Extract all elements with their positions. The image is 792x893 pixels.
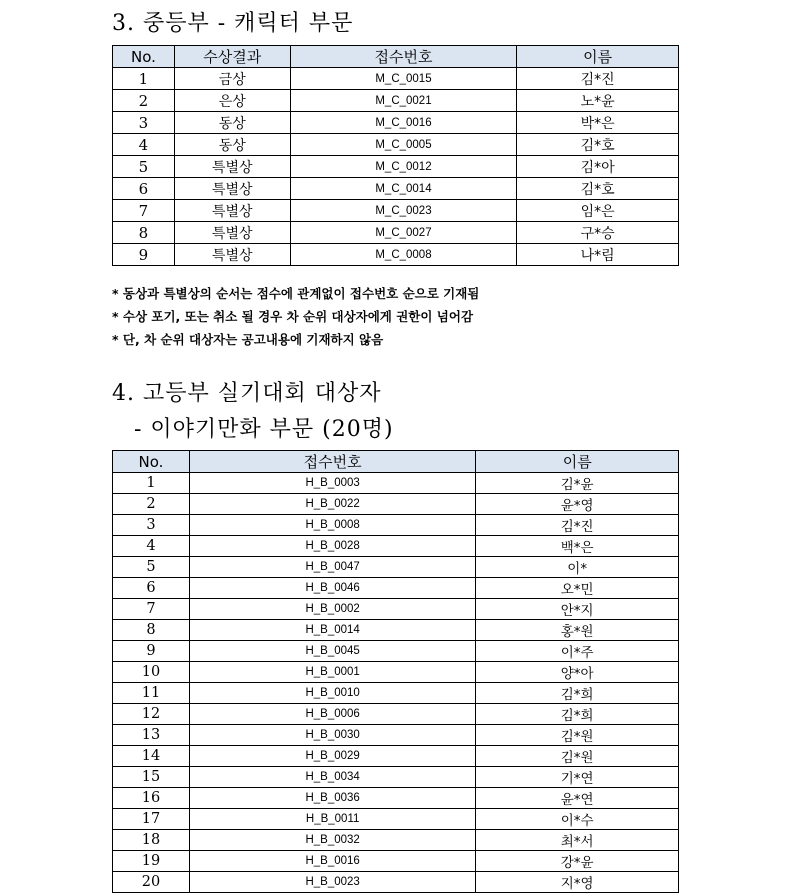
cell-name: 백*은 xyxy=(476,536,679,557)
header-name: 이름 xyxy=(476,451,679,473)
cell-name: 윤*영 xyxy=(476,494,679,515)
cell-award: 특별상 xyxy=(174,178,290,200)
table-row xyxy=(113,599,679,620)
section4-subtitle: - 이야기만화 부문 (20명) xyxy=(134,417,394,442)
table-row xyxy=(113,112,679,134)
header-reg-number: 접수번호 xyxy=(290,46,517,68)
cell-no: 8 xyxy=(113,222,175,244)
table-row xyxy=(113,830,679,851)
cell-no: 13 xyxy=(113,725,190,746)
header-no: No. xyxy=(113,451,190,473)
cell-reg-number: H_B_0036 xyxy=(189,788,476,809)
table-header-row xyxy=(113,451,679,473)
cell-no: 3 xyxy=(113,112,175,134)
cell-no: 1 xyxy=(113,68,175,90)
cell-reg-number: H_B_0023 xyxy=(189,872,476,893)
table-row xyxy=(113,851,679,872)
cell-no: 7 xyxy=(113,599,190,620)
cell-name: 박*은 xyxy=(517,112,679,134)
cell-name: 김*희 xyxy=(476,683,679,704)
cell-name: 김*원 xyxy=(476,725,679,746)
cell-no: 4 xyxy=(113,536,190,557)
cell-reg-number: H_B_0011 xyxy=(189,809,476,830)
cell-name: 김*희 xyxy=(476,704,679,725)
cell-reg-number: H_B_0014 xyxy=(189,620,476,641)
cell-reg-number: M_C_0005 xyxy=(290,134,517,156)
table-row xyxy=(113,662,679,683)
table-row xyxy=(113,557,679,578)
section4-table-body xyxy=(113,473,679,893)
cell-reg-number: H_B_0047 xyxy=(189,557,476,578)
cell-name: 이*수 xyxy=(476,809,679,830)
table-row xyxy=(113,515,679,536)
cell-no: 3 xyxy=(113,515,190,536)
table-row xyxy=(113,473,679,494)
cell-reg-number: H_B_0006 xyxy=(189,704,476,725)
cell-name: 이*주 xyxy=(476,641,679,662)
cell-name: 김*윤 xyxy=(476,473,679,494)
cell-reg-number: M_C_0016 xyxy=(290,112,517,134)
cell-reg-number: M_C_0008 xyxy=(290,244,517,266)
table-row xyxy=(113,90,679,112)
section4-title: 4. 고등부 실기대회 대상자 xyxy=(112,381,382,406)
cell-reg-number: H_B_0030 xyxy=(189,725,476,746)
cell-award: 특별상 xyxy=(174,244,290,266)
cell-reg-number: H_B_0003 xyxy=(189,473,476,494)
table-row xyxy=(113,767,679,788)
cell-no: 8 xyxy=(113,620,190,641)
cell-reg-number: M_C_0014 xyxy=(290,178,517,200)
cell-reg-number: H_B_0046 xyxy=(189,578,476,599)
cell-no: 14 xyxy=(113,746,190,767)
cell-reg-number: H_B_0008 xyxy=(189,515,476,536)
cell-reg-number: M_C_0015 xyxy=(290,68,517,90)
cell-name: 안*지 xyxy=(476,599,679,620)
cell-name: 최*서 xyxy=(476,830,679,851)
cell-reg-number: H_B_0016 xyxy=(189,851,476,872)
section3-table xyxy=(112,45,679,266)
table-row xyxy=(113,156,679,178)
section4-table xyxy=(112,450,679,893)
cell-award: 동상 xyxy=(174,134,290,156)
table-row xyxy=(113,244,679,266)
cell-no: 5 xyxy=(113,557,190,578)
table-row xyxy=(113,620,679,641)
cell-award: 특별상 xyxy=(174,156,290,178)
table-row xyxy=(113,200,679,222)
cell-no: 2 xyxy=(113,90,175,112)
cell-reg-number: M_C_0027 xyxy=(290,222,517,244)
cell-no: 18 xyxy=(113,830,190,851)
cell-reg-number: H_B_0028 xyxy=(189,536,476,557)
table-row xyxy=(113,725,679,746)
cell-no: 1 xyxy=(113,473,190,494)
table-row xyxy=(113,872,679,893)
cell-award: 은상 xyxy=(174,90,290,112)
cell-name: 김*진 xyxy=(476,515,679,536)
cell-no: 9 xyxy=(113,641,190,662)
table-row xyxy=(113,641,679,662)
cell-reg-number: H_B_0032 xyxy=(189,830,476,851)
cell-award: 특별상 xyxy=(174,222,290,244)
cell-no: 10 xyxy=(113,662,190,683)
cell-reg-number: H_B_0022 xyxy=(189,494,476,515)
cell-name: 이* xyxy=(476,557,679,578)
cell-name: 홍*원 xyxy=(476,620,679,641)
cell-reg-number: H_B_0002 xyxy=(189,599,476,620)
cell-name: 김*아 xyxy=(517,156,679,178)
table-row xyxy=(113,536,679,557)
table-row xyxy=(113,683,679,704)
cell-no: 7 xyxy=(113,200,175,222)
section3-title: 3. 중등부 - 캐릭터 부문 xyxy=(112,11,354,36)
cell-name: 나*림 xyxy=(517,244,679,266)
table-row xyxy=(113,222,679,244)
header-name: 이름 xyxy=(517,46,679,68)
cell-name: 구*승 xyxy=(517,222,679,244)
cell-no: 6 xyxy=(113,178,175,200)
cell-no: 15 xyxy=(113,767,190,788)
section3-table-body xyxy=(113,68,679,266)
table-row xyxy=(113,178,679,200)
header-no: No. xyxy=(113,46,175,68)
note-item: * 수상 포기, 또는 취소 될 경우 차 순위 대상자에게 권한이 넘어감 xyxy=(112,309,474,324)
table-row xyxy=(113,704,679,725)
table-row xyxy=(113,788,679,809)
cell-name: 강*윤 xyxy=(476,851,679,872)
table-row xyxy=(113,68,679,90)
table-row xyxy=(113,809,679,830)
cell-no: 17 xyxy=(113,809,190,830)
table-row xyxy=(113,134,679,156)
header-award: 수상결과 xyxy=(174,46,290,68)
cell-no: 19 xyxy=(113,851,190,872)
cell-name: 오*민 xyxy=(476,578,679,599)
note-item: * 단, 차 순위 대상자는 공고내용에 기재하지 않음 xyxy=(112,332,384,347)
cell-name: 기*연 xyxy=(476,767,679,788)
cell-award: 특별상 xyxy=(174,200,290,222)
cell-reg-number: H_B_0010 xyxy=(189,683,476,704)
cell-name: 김*호 xyxy=(517,178,679,200)
cell-no: 5 xyxy=(113,156,175,178)
notes xyxy=(112,284,479,353)
note-item: * 동상과 특별상의 순서는 점수에 관계없이 접수번호 순으로 기재됨 xyxy=(112,286,480,301)
cell-no: 12 xyxy=(113,704,190,725)
cell-name: 김*원 xyxy=(476,746,679,767)
table-header-row xyxy=(113,46,679,68)
cell-no: 9 xyxy=(113,244,175,266)
cell-award: 동상 xyxy=(174,112,290,134)
cell-no: 6 xyxy=(113,578,190,599)
table-row xyxy=(113,578,679,599)
cell-reg-number: H_B_0001 xyxy=(189,662,476,683)
cell-reg-number: M_C_0012 xyxy=(290,156,517,178)
cell-reg-number: M_C_0021 xyxy=(290,90,517,112)
cell-name: 윤*연 xyxy=(476,788,679,809)
cell-reg-number: H_B_0045 xyxy=(189,641,476,662)
cell-name: 김*호 xyxy=(517,134,679,156)
cell-no: 16 xyxy=(113,788,190,809)
cell-award: 금상 xyxy=(174,68,290,90)
cell-no: 2 xyxy=(113,494,190,515)
table-row xyxy=(113,494,679,515)
cell-reg-number: M_C_0023 xyxy=(290,200,517,222)
cell-name: 김*진 xyxy=(517,68,679,90)
table-row xyxy=(113,746,679,767)
cell-reg-number: H_B_0034 xyxy=(189,767,476,788)
cell-name: 노*윤 xyxy=(517,90,679,112)
header-reg-number: 접수번호 xyxy=(189,451,476,473)
cell-name: 지*영 xyxy=(476,872,679,893)
cell-no: 4 xyxy=(113,134,175,156)
cell-reg-number: H_B_0029 xyxy=(189,746,476,767)
cell-no: 20 xyxy=(113,872,190,893)
cell-no: 11 xyxy=(113,683,190,704)
cell-name: 임*은 xyxy=(517,200,679,222)
cell-name: 양*아 xyxy=(476,662,679,683)
